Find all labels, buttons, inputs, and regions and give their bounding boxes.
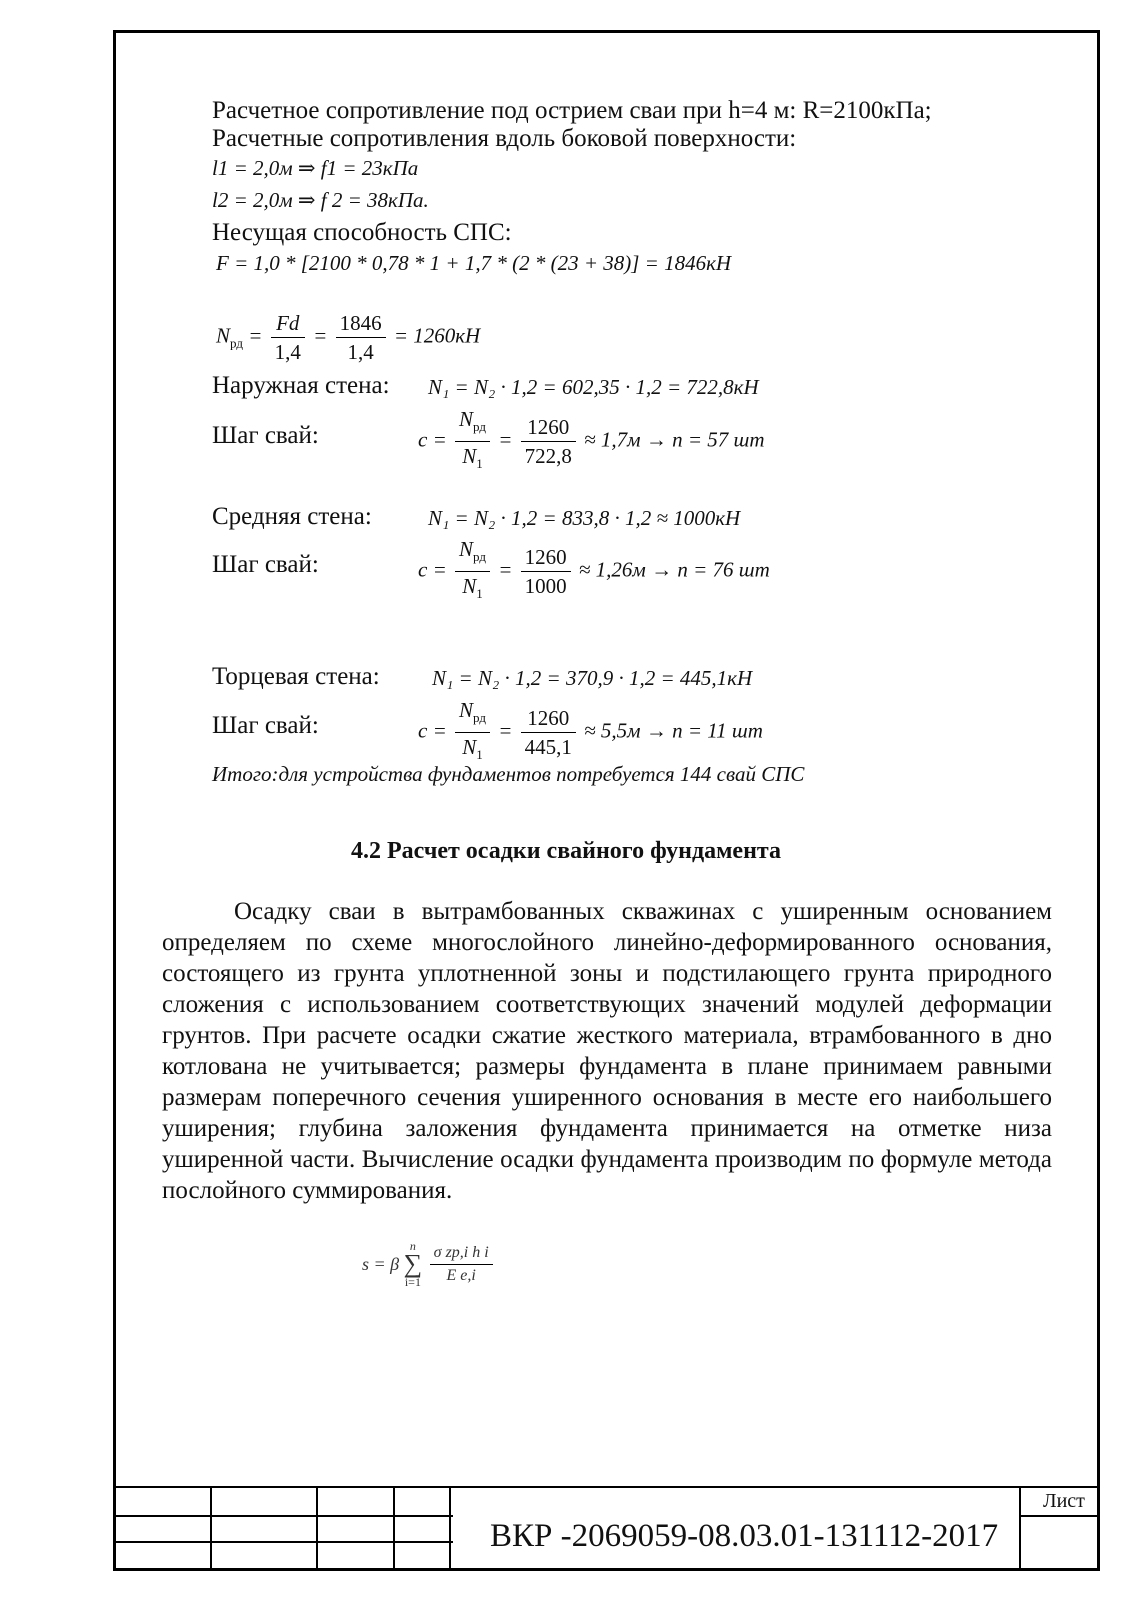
title-block-sheet-line [1019,1515,1100,1517]
formula-f2-unit2: кПа. [388,188,429,212]
formula-f2-unit: м [279,188,293,212]
formula-f1-unit: м [279,156,293,180]
wall-outer-step-label: Шаг свай: [212,422,319,449]
wall-end-step-formula [418,697,763,768]
npd-result: = 1260 [393,323,456,348]
title-block-col-1 [210,1488,212,1571]
step-n1-symbol: N [462,735,477,759]
step-fraction-values [521,544,571,599]
wall-middle-label: Средняя стена: [212,503,372,530]
step-c: c = [418,557,447,582]
settlement-sum [404,1240,423,1288]
step-equals: = [498,427,513,452]
settlement-fraction-den: E e,i [446,1266,476,1284]
step-npd-sub: рд [473,710,486,725]
wall-outer-label: Наружная стена: [212,372,390,399]
npd-unit: кН [455,323,481,348]
title-block-row-line-1 [113,1515,453,1517]
step-fraction-npd [455,697,490,768]
title-block-col-5 [1019,1488,1021,1571]
wall-middle-step-formula [418,536,770,607]
body-paragraph-text: Осадку сваи в вытрамбованных скважинах с уширенным основанием определяем по схеме многослойного линейно-деформированного основания, состоящего из грунта уплотненной зоны и подстилающего грунта природного сложения с использованием соответствующих значений модулей деформации грунтов. При расчете осадки сжатие жесткого материала, втрамбованного в дно котлована не учитывается; размеры фундамента в плане принимаем равными размерам поперечного сечения уширенного основания в месте его наибольшего уширения; глубина заложения фундамента принимается на отметке низа уширенной части. Вычисление осадки фундамента производим по формуле метода послойного суммирования. [162,898,1052,1204]
settlement-sum-bottom: i=1 [404,1275,421,1289]
step-npd-sub: рд [473,549,486,564]
text-line-bearing-capacity: Несущая способность СПС: [212,219,512,246]
step-npd-symbol: N [459,698,474,722]
step-n1-sub: 1 [476,586,483,601]
formula-bearing-capacity-unit: кН [706,251,732,275]
total-note: Итого:для устройства фундаментов потребуется 144 свай СПС [212,762,805,786]
title-block-top-line [113,1486,1100,1488]
step-fraction-values-num: 1260 [521,414,576,442]
title-block-row-line-2 [113,1541,453,1543]
step-n1-sub: 1 [476,456,483,471]
step-fraction-npd [455,536,490,607]
sheet-label: Лист [1043,1490,1085,1512]
step-npd-sub: рд [473,419,486,434]
step-fraction-npd-den [455,572,490,607]
step-fraction-npd [455,406,490,477]
npd-fraction-1 [271,310,305,365]
step-fraction-npd-den [455,442,490,477]
npd-subscript: рд [230,335,243,351]
settlement-fraction [430,1243,493,1286]
step-fraction-npd-num [455,406,490,442]
npd-equals-2: = [313,323,328,348]
formula-f2-rhs: ⇒ f 2 = 38 [297,188,389,212]
wall-middle-step-label: Шаг свай: [212,551,319,578]
step-equals: = [498,557,513,582]
title-block-col-2 [316,1488,318,1571]
formula-f2-lhs: l2 = 2,0 [212,188,280,212]
formula-f1 [212,156,418,180]
step-fraction-values-den: 722,8 [524,444,572,468]
settlement-formula [362,1240,496,1288]
formula-f1-rhs: ⇒ f1 = 23 [297,156,383,180]
step-fraction-npd-num [455,536,490,572]
wall-end-step-label: Шаг свай: [212,712,319,739]
npd-fraction-2 [336,310,386,365]
formula-bearing-capacity-expr: F = 1,0 * [2100 * 0,78 * 1 + 1,7 * (2 * (23 + 38)] = 1846 [216,251,707,275]
settlement-lhs: s = β [362,1253,400,1274]
settlement-sum-symbol: ∑ [403,1249,423,1278]
formula-f2 [212,188,429,212]
step-fraction-values [521,705,576,760]
wall-middle-load: N₁ = N₂ · 1,2 = 833,8 · 1,2 ≈ 1000кН [428,506,741,530]
step-npd-symbol: N [459,407,474,431]
title-block-col-3 [393,1488,395,1571]
step-fraction-values-den: 445,1 [524,735,572,759]
wall-outer-load: N₁ = N₂ · 1,2 = 602,35 · 1,2 = 722,8кН [428,375,759,399]
step-n1-symbol: N [462,444,477,468]
npd-fraction-2-den: 1,4 [347,340,374,364]
wall-outer-step-result: ≈ 1,7м → n = 57 шт [584,427,765,452]
formula-f1-unit2: кПа [382,156,419,180]
wall-end-step-result: ≈ 5,5м → n = 11 шт [584,718,763,743]
settlement-fraction-num: σ zp,i h i [430,1243,493,1265]
formula-npd [216,310,480,365]
step-fraction-values-num: 1260 [521,705,576,733]
title-block-col-4 [449,1488,451,1571]
step-fraction-values-num: 1260 [521,544,571,572]
formula-bearing-capacity [216,251,731,275]
step-c: c = [418,427,447,452]
text-line-side-resistance: Расчетные сопротивления вдоль боковой поверхности: [212,125,797,152]
step-fraction-values-den: 1000 [524,574,567,598]
step-fraction-values [521,414,576,469]
npd-fraction-1-num: Fd [271,310,305,338]
text-line-resistance: Расчетное сопротивление под острием сваи при h=4 м: R=2100кПа; [212,97,932,124]
section-heading: 4.2 Расчет осадки свайного фундамента [350,838,781,864]
npd-fraction-1-den: 1,4 [274,340,301,364]
document-code: ВКР -2069059-08.03.01-131112-2017 [490,1518,999,1554]
step-c: c = [418,718,447,743]
step-n1-sub: 1 [476,747,483,762]
step-npd-symbol: N [459,537,474,561]
npd-fraction-2-num: 1846 [336,310,386,338]
step-fraction-npd-num [455,697,490,733]
settlement-sum-top: n [409,1239,416,1253]
formula-f1-lhs: l1 = 2,0 [212,156,280,180]
step-n1-symbol: N [462,574,477,598]
wall-outer-step-formula [418,406,765,477]
wall-end-load: N₁ = N₂ · 1,2 = 370,9 · 1,2 = 445,1кН [432,666,753,690]
wall-end-label: Торцевая стена: [212,663,380,690]
wall-middle-step-result: ≈ 1,26м → n = 76 шт [578,557,770,582]
step-equals: = [498,718,513,743]
npd-symbol: N [216,323,231,348]
npd-equals: = [248,323,263,348]
body-paragraph [162,896,1052,1206]
